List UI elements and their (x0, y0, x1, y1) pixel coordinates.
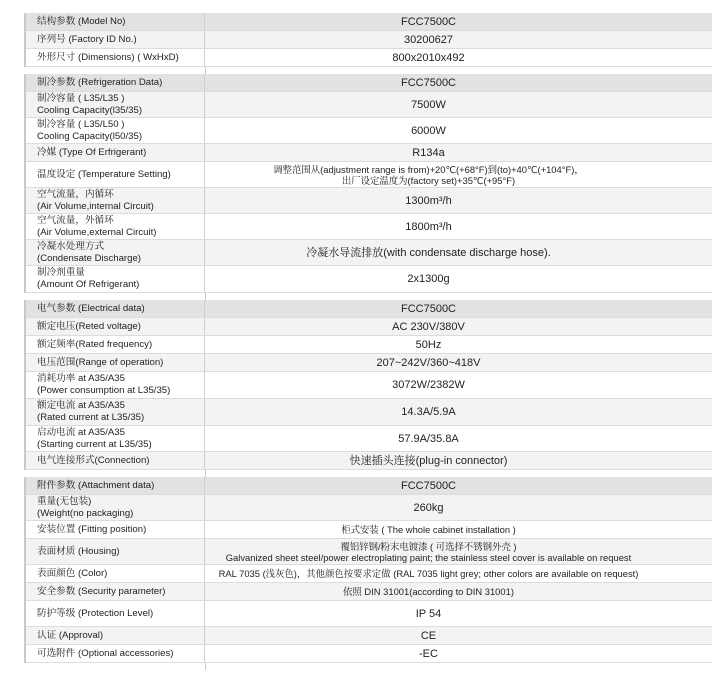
table-row (25, 521, 712, 539)
table-row (25, 627, 712, 645)
security-parameter-label: 安全参数 (Security parameter) (25, 583, 205, 600)
protection-level-value: IP 54 (415, 607, 442, 620)
air-external-label: 空气流量，外循环 (Air Volume,external Circuit) (25, 214, 205, 239)
table-row (25, 601, 712, 627)
table-row (25, 645, 712, 663)
refrigerant-amount-value: 2x1300g (407, 273, 450, 285)
table-row (25, 49, 712, 67)
electrical-header-row (25, 300, 712, 318)
structure-section (25, 13, 712, 67)
table-row (25, 399, 712, 426)
attachment-header-row (25, 477, 712, 495)
fitting-position-value: 柜式安装 ( The whole cabinet installation ) (341, 524, 516, 535)
factory-id-label: 序列号 (Factory ID No.) (25, 31, 205, 48)
table-row (25, 214, 712, 240)
fitting-position-label: 安装位置 (Fitting position) (25, 521, 205, 538)
optional-accessories-label: 可选附件 (Optional accessories) (25, 645, 205, 662)
rated-frequency-label: 额定频率(Rated frequency) (25, 336, 205, 353)
table-row (25, 31, 712, 49)
refrigerant-amount-label: 制冷剂重量 (Amount Of Refrigerant) (25, 266, 205, 292)
electrical-header-label: 电气参数 (Electrical data) (25, 300, 205, 317)
cooling-capacity-50-label: 制冷容量 ( L35/L50 ) Cooling Capacity(l50/35) (25, 118, 205, 143)
air-internal-label: 空气流量，内循环 (Air Volume,internal Circuit) (25, 188, 205, 213)
cooling-capacity-35-value: 7500W (411, 98, 446, 111)
table-row (25, 372, 712, 399)
connection-label: 电气连接形式(Connection) (25, 452, 205, 469)
refrigeration-header-row (25, 74, 712, 92)
rated-voltage-label: 额定电压(Reted voltage) (25, 318, 205, 335)
refrigerant-type-label: 冷媒 (Type Of Erfrigerant) (25, 144, 205, 161)
optional-accessories-value: -EC (419, 647, 438, 660)
table-row (25, 92, 712, 118)
dimensions-label: 外形尺寸 (Dimensions) ( WxHxD) (25, 49, 205, 66)
power-consumption-value: 3072W/2382W (392, 379, 465, 391)
condensate-value: 冷凝水导流排放(with condensate discharge hose). (306, 246, 551, 259)
table-row (25, 240, 712, 266)
table-row (25, 266, 712, 293)
table-row (25, 336, 712, 354)
refrigeration-header-label: 制冷参数 (Refrigeration Data) (25, 74, 205, 91)
temperature-setting-label: 温度设定 (Temperature Setting) (25, 162, 205, 187)
table-row (25, 188, 712, 214)
dimensions-value: 800x2010x492 (392, 51, 465, 64)
approval-label: 认证 (Approval) (25, 627, 205, 644)
rated-voltage-value: AC 230V/380V (392, 320, 465, 333)
power-consumption-label: 消耗功率 at A35/A35 (Power consumption at L35/35) (25, 372, 205, 398)
table-row (25, 495, 712, 521)
air-internal-value: 1300m³/h (405, 194, 452, 207)
protection-level-label: 防护等级 (Protection Level) (25, 601, 205, 626)
housing-label: 表面材质 (Housing) (25, 539, 205, 564)
table-row (25, 426, 712, 452)
electrical-header-value: FCC7500C (400, 302, 457, 315)
attachment-section (25, 477, 712, 663)
rated-current-value: 14.3A/5.9A (401, 406, 456, 418)
structure-header-value: FCC7500C (400, 15, 457, 28)
table-row (25, 354, 712, 372)
temperature-setting-value: 调整范围从(adjustment range is from)+20℃(+68°F)到(to)+40℃(+104°F)， 出厂设定温度为(factory set)+35℃(+95°F) (273, 163, 584, 186)
starting-current-label: 启动电流 at A35/A35 (Starting current at L35/35) (25, 426, 205, 451)
table-row (25, 565, 712, 583)
table-row (25, 452, 712, 470)
refrigerant-type-value: R134a (412, 146, 445, 159)
rated-current-label: 额定电流 at A35/A35 (Rated current at L35/35) (25, 399, 205, 425)
approval-value: CE (420, 629, 437, 642)
structure-header-label: 结构参数 (Model No) (25, 13, 205, 30)
refrigeration-section (25, 74, 712, 293)
color-value: RAL 7035 (浅灰色)，其他颜色按要求定做 (RAL 7035 light grey; other colors are available on request) (218, 568, 639, 579)
table-row (25, 144, 712, 162)
cooling-capacity-50-value: 6000W (411, 124, 446, 137)
security-parameter-value: 依照 DIN 31001(according to DIN 31001) (343, 586, 514, 597)
factory-id-value: 30200627 (404, 33, 453, 46)
condensate-label: 冷凝水处理方式 (Condensate Discharge) (25, 240, 205, 265)
table-row (25, 318, 712, 336)
cooling-capacity-35-label: 制冷容量 ( L35/L35 ) Cooling Capacity(l35/35) (25, 92, 205, 117)
spec-sheet (25, 13, 712, 670)
weight-label: 重量(无包装) (Weight(no packaging) (25, 495, 205, 520)
color-label: 表面颜色 (Color) (25, 565, 205, 582)
table-row (25, 583, 712, 601)
housing-value: 覆铝锌钢/粉末电镀漆 ( 可选择不锈钢外壳 ) Galvanized sheet steel/power electroplating paint; the stainless steel cover is available on request (225, 540, 632, 563)
voltage-range-value: 207~242V/360~418V (376, 356, 481, 369)
air-external-value: 1800m³/h (405, 220, 452, 233)
voltage-range-label: 电压范围(Range of operation) (25, 354, 205, 371)
structure-header-row (25, 13, 712, 31)
electrical-section (25, 300, 712, 470)
table-row (25, 162, 712, 188)
table-row (25, 118, 712, 144)
refrigeration-header-value: FCC7500C (400, 76, 457, 89)
rated-frequency-value: 50Hz (415, 338, 442, 351)
attachment-header-label: 附件参数 (Attachment data) (25, 477, 205, 494)
attachment-header-value: FCC7500C (400, 479, 457, 492)
starting-current-value: 57.9A/35.8A (398, 432, 459, 445)
weight-value: 260kg (413, 501, 444, 514)
connection-value: 快速插头连接(plug-in connector) (349, 454, 508, 467)
table-row (25, 539, 712, 565)
